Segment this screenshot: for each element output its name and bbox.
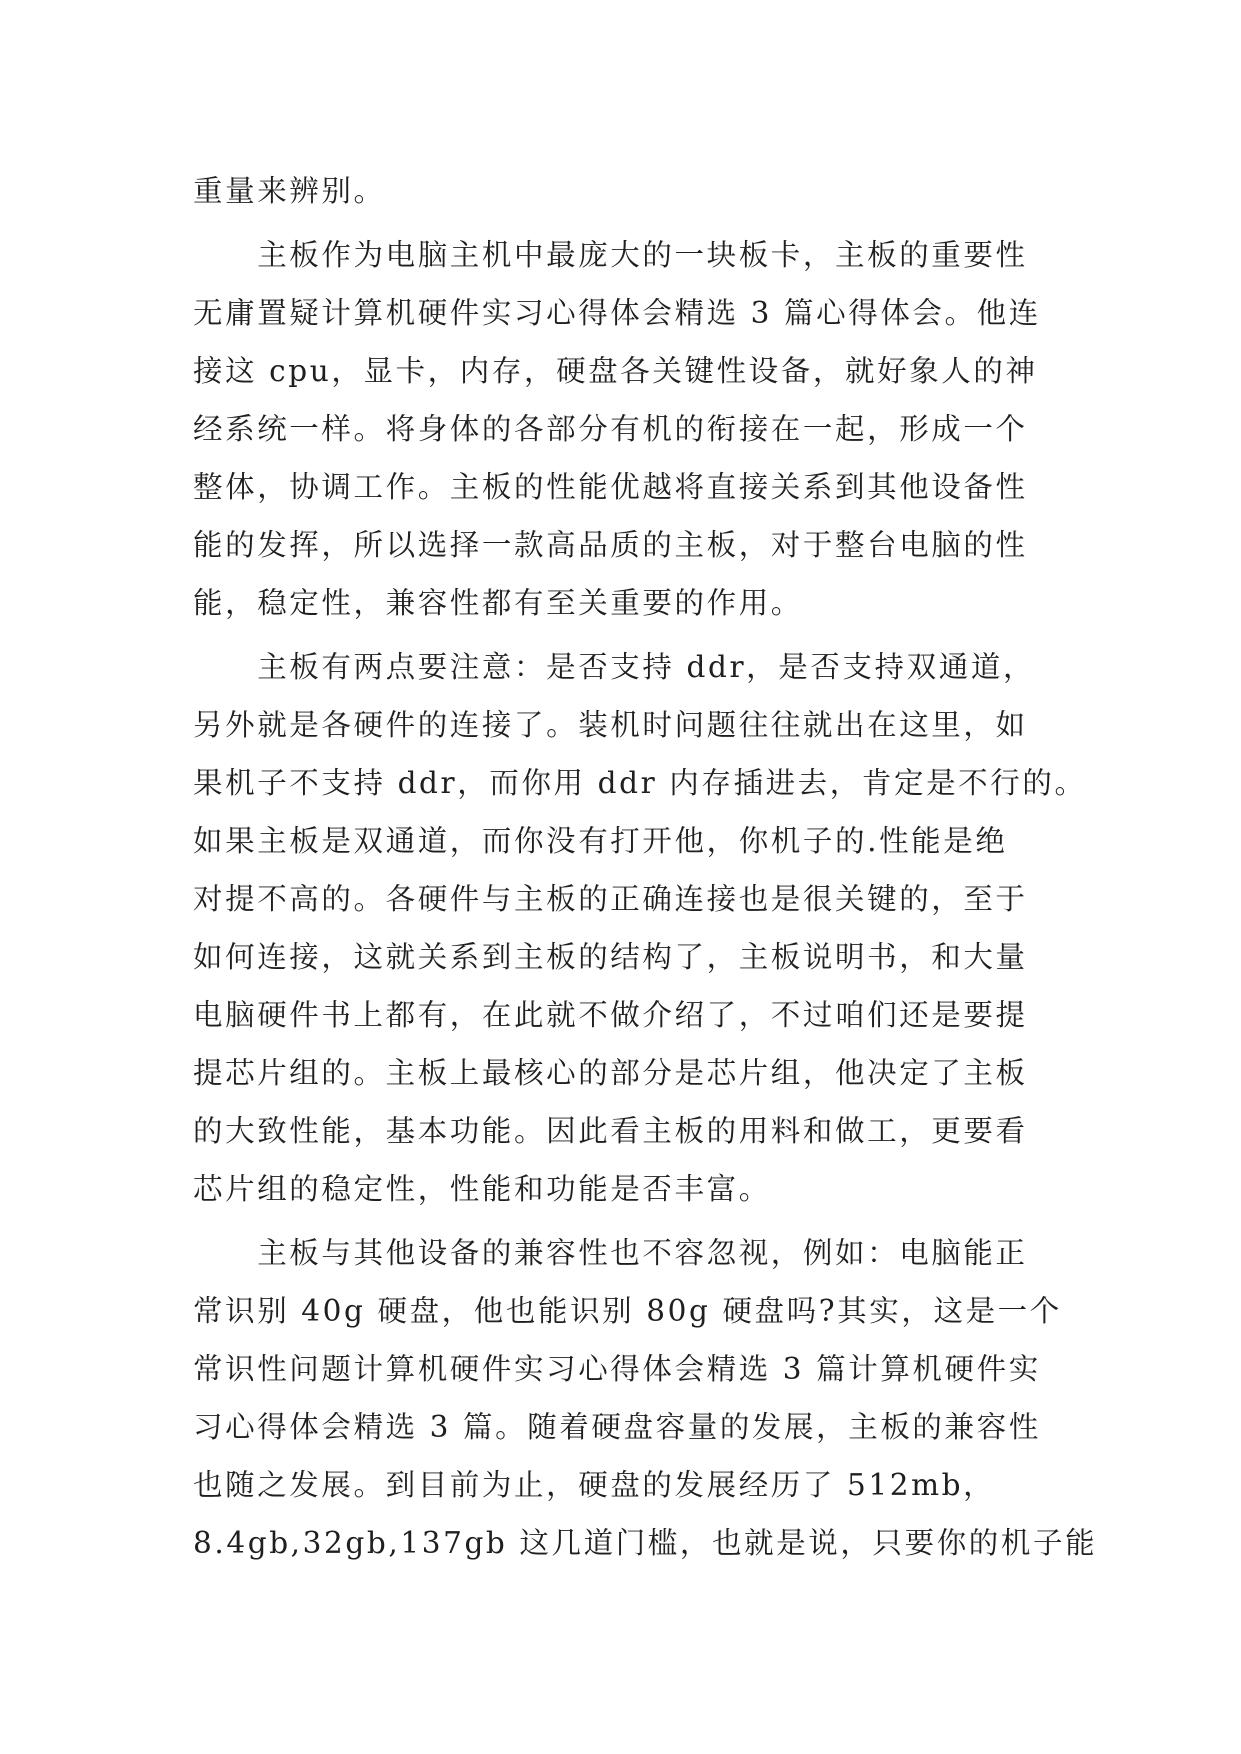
text-line: 重量来辨别。 — [193, 174, 386, 208]
text-line: 能，稳定性，兼容性都有至关重要的作用。 — [193, 586, 803, 620]
text-line: 另外就是各硬件的连接了。装机时问题往往就出在这里，如 — [193, 708, 1028, 742]
text-line: 如何连接，这就关系到主板的结构了，主板说明书，和大量 — [193, 940, 1028, 974]
text-line: 提芯片组的。主板上最核心的部分是芯片组，他决定了主板 — [193, 1056, 1028, 1090]
text-line: 能的发挥，所以选择一款高品质的主板，对于整台电脑的性 — [193, 528, 1028, 562]
text-line: 的大致性能，基本功能。因此看主板的用料和做工，更要看 — [193, 1114, 1028, 1148]
text-line: 对提不高的。各硬件与主板的正确连接也是很关键的，至于 — [193, 882, 1028, 916]
document-body — [193, 162, 1098, 1572]
text-line: 无庸置疑计算机硬件实习心得体会精选 3 篇心得体会。他连 — [193, 296, 1041, 330]
text-line: 也随之发展。到目前为止，硬盘的发展经历了 512mb， — [193, 1468, 996, 1502]
text-line: 芯片组的稳定性，性能和功能是否丰富。 — [193, 1172, 771, 1206]
text-line: 8.4gb,32gb,137gb 这几道门槛，也就是说，只要你的机子能 — [193, 1526, 1098, 1560]
text-line: 主板有两点要注意：是否支持 ddr，是否支持双通道， — [193, 650, 1036, 684]
text-line: 电脑硬件书上都有，在此就不做介绍了，不过咱们还是要提 — [193, 998, 1028, 1032]
text-line: 接这 cpu，显卡，内存，硬盘各关键性设备，就好象人的神 — [193, 354, 1038, 388]
text-line: 常识别 40g 硬盘，他也能识别 80g 硬盘吗?其实，这是一个 — [193, 1294, 1062, 1328]
text-line: 习心得体会精选 3 篇。随着硬盘容量的发展，主板的兼容性 — [193, 1410, 1041, 1444]
text-line: 主板与其他设备的兼容性也不容忽视，例如：电脑能正 — [193, 1236, 1028, 1270]
text-line: 如果主板是双通道，而你没有打开他，你机子的.性能是绝 — [193, 824, 1008, 858]
text-line: 整体，协调工作。主板的性能优越将直接关系到其他设备性 — [193, 470, 1028, 504]
text-line: 常识性问题计算机硬件实习心得体会精选 3 篇计算机硬件实 — [193, 1352, 1041, 1386]
text-line: 经系统一样。将身体的各部分有机的衔接在一起，形成一个 — [193, 412, 1028, 446]
text-line: 主板作为电脑主机中最庞大的一块板卡，主板的重要性 — [193, 238, 1028, 272]
text-line: 果机子不支持 ddr，而你用 ddr 内存插进去，肯定是不行的。 — [193, 766, 1087, 800]
